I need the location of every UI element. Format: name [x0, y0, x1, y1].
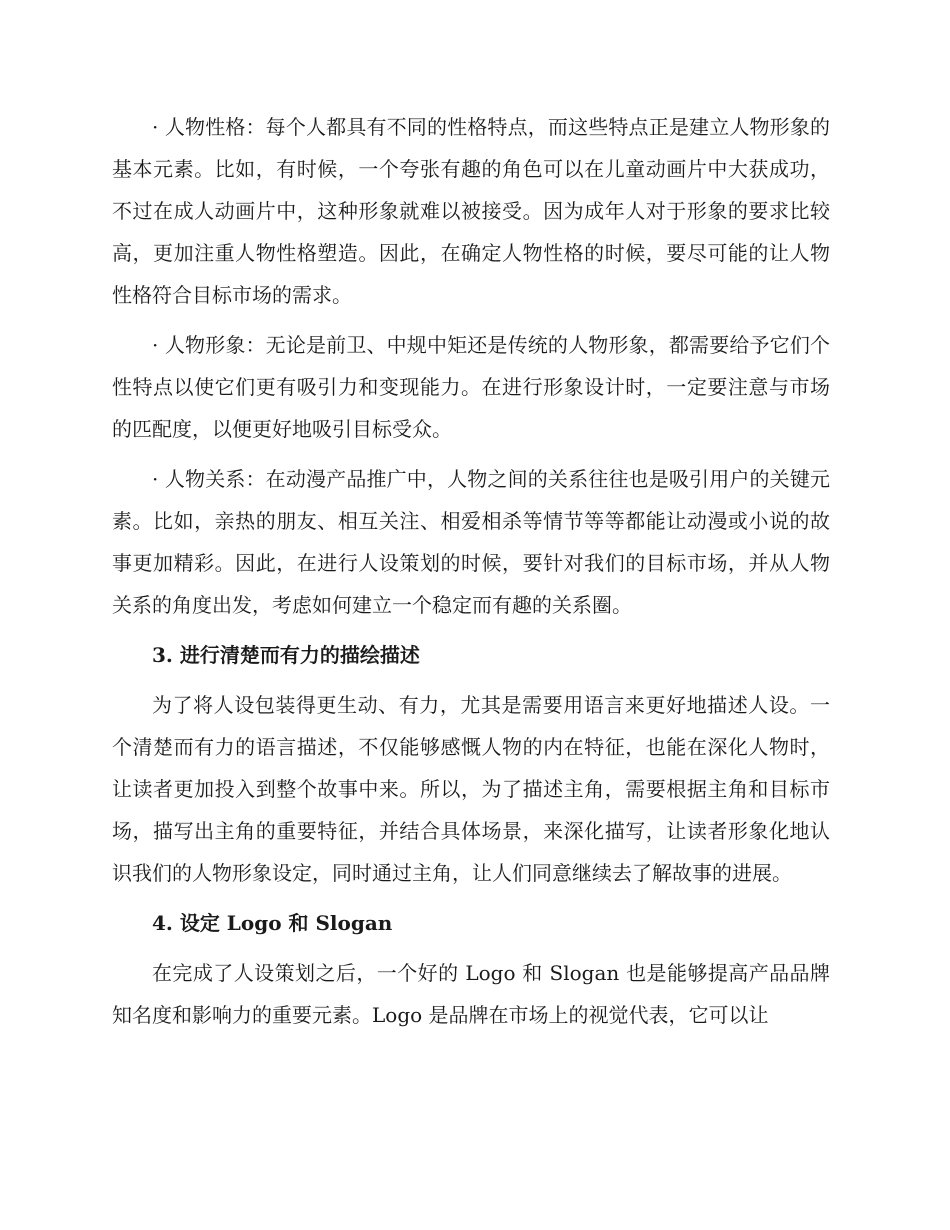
paragraph-character-relationships: · 人物关系：在动漫产品推广中，人物之间的关系往往也是吸引用户的关键元素。比如，亲热的朋友、相互关注、相爱相杀等情节等等都能让动漫或小说的故事更加精彩。因此，在进行人设策划的时候，要针对我们的目标市场，并从人物关系的角度出发，考虑如何建立一个稳定而有趣的关系圈。	[112, 467, 830, 617]
document-page	[112, 106, 830, 1044]
section-heading-3: 3. 进行清楚而有力的描绘描述	[152, 643, 420, 667]
section-heading-4: 4. 设定 Logo 和 Slogan	[152, 911, 393, 935]
paragraph-character-personality: · 人物性格：每个人都具有不同的性格特点，而这些特点正是建立人物形象的基本元素。比如，有时候，一个夸张有趣的角色可以在儿童动画片中大获成功，不过在成人动画片中，这种形象就难以被接受。因为成年人对于形象的要求比较高，更加注重人物性格塑造。因此，在确定人物性格的时候，要尽可能的让人物性格符合目标市场的需求。	[112, 115, 830, 307]
paragraph-logo-slogan: 在完成了人设策划之后，一个好的 Logo 和 Slogan 也是能够提高产品品牌知名度和影响力的重要元素。Logo 是品牌在市场上的视觉代表，它可以让	[112, 961, 830, 1027]
paragraph-description: 为了将人设包装得更生动、有力，尤其是需要用语言来更好地描述人设。一个清楚而有力的语言描述，不仅能够感慨人物的内在特征，也能在深化人物时，让读者更加投入到整个故事中来。所以，为了描述主角，需要根据主角和目标市场，描写出主角的重要特征，并结合具体场景，来深化描写，让读者形象化地认识我们的人物形象设定，同时通过主角，让人们同意继续去了解故事的进展。	[112, 693, 830, 885]
paragraph-character-image: · 人物形象：无论是前卫、中规中矩还是传统的人物形象，都需要给予它们个性特点以使它们更有吸引力和变现能力。在进行形象设计时，一定要注意与市场的匹配度，以便更好地吸引目标受众。	[112, 333, 830, 441]
